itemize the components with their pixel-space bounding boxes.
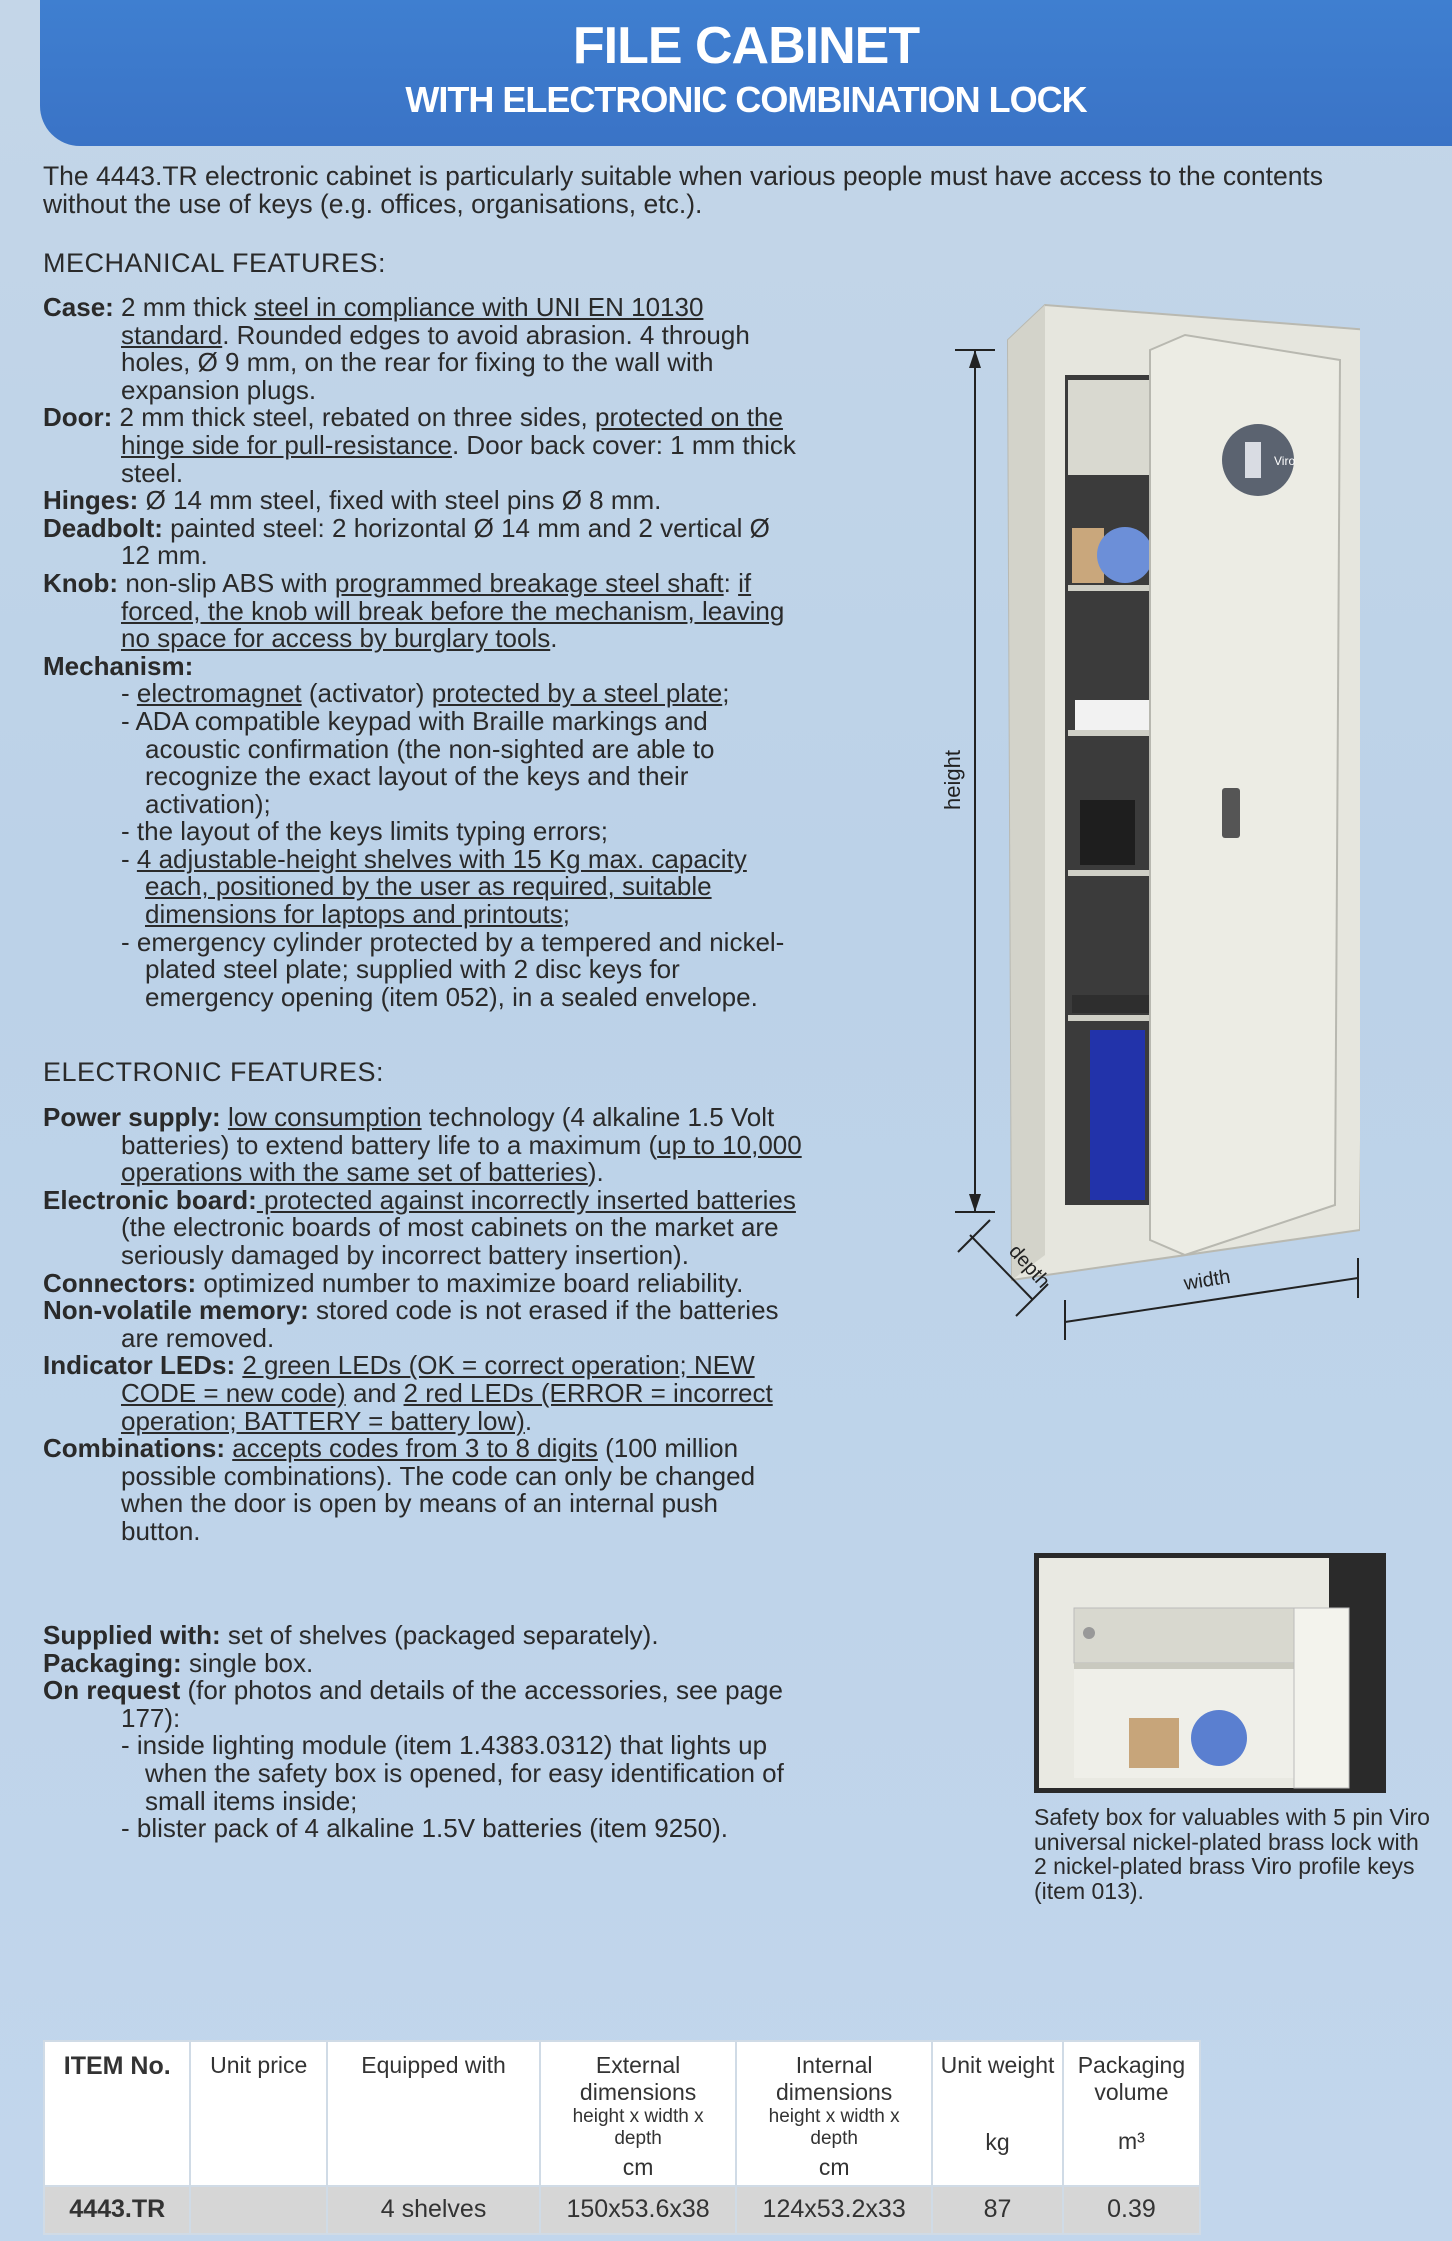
int-sub: height x width x depth: [768, 2106, 900, 2149]
cell-volume: 0.39: [1063, 2186, 1200, 2234]
weight-unit: kg: [985, 2129, 1010, 2155]
mechanism-label: Mechanism:: [43, 650, 194, 681]
knob-text-underlined: programmed breakage steel shaft: [334, 567, 724, 598]
feature-leds: [43, 1352, 803, 1435]
spec-table: [43, 2040, 1201, 2235]
feature-knob: [43, 567, 803, 654]
combinations-label: Combinations:: [43, 1433, 225, 1464]
door-label: Door:: [43, 402, 113, 433]
feature-power: [43, 1104, 803, 1187]
cell-price: [190, 2186, 327, 2234]
mechanical-heading: MECHANICAL FEATURES:: [43, 248, 387, 278]
feature-combinations: [43, 1435, 803, 1545]
power-text: technology (4 alkaline 1.5 Volt batteries) to extend battery life to a maximum (: [121, 1102, 775, 1160]
header-price: Unit price: [190, 2041, 327, 2186]
feature-connectors: [43, 1267, 803, 1298]
header-weight: [932, 2041, 1063, 2186]
m1-underlined-2: protected by a steel plate: [431, 678, 723, 709]
m1-end: ;: [722, 678, 730, 709]
knob-text-c: .: [550, 623, 558, 654]
door-text-b: . Door back cover: 1 mm thick steel.: [121, 429, 796, 488]
mechanism-list: [43, 680, 803, 1011]
supply-info: [43, 1622, 803, 1843]
leds-underlined-2: 2 red LEDs (ERROR = incorrect operation; BATTERY = battery low): [121, 1377, 773, 1436]
table-row: [44, 2186, 1200, 2234]
door-text-a: 2 mm thick steel, rebated on three sides,: [112, 402, 596, 433]
knob-text-b: :: [723, 567, 739, 598]
header-equipped: Equipped with: [327, 2041, 540, 2186]
supplied-label: Supplied with:: [43, 1620, 221, 1650]
width-label: width: [1182, 1265, 1232, 1295]
request-item-1: inside lighting module (item 1.4383.0312) that lights up when the safety box is opened, for easy identification of small items inside;: [136, 1730, 784, 1816]
deadbolt-text: painted steel: 2 horizontal Ø 14 mm and 2 vertical Ø 12 mm.: [121, 512, 770, 571]
on-request: [43, 1677, 803, 1732]
height-label: height: [940, 750, 965, 810]
mechanism-item: [43, 926, 803, 1012]
ext-unit: cm: [622, 2154, 654, 2180]
leds-end: .: [524, 1405, 533, 1436]
case-text-a: 2 mm thick: [113, 292, 254, 322]
volume-title: Packaging volume: [1077, 2052, 1186, 2105]
memory-text: stored code is not erased if the batteries are removed.: [121, 1295, 779, 1353]
m1-underlined: electromagnet: [136, 678, 302, 709]
door-text-underlined: protected on the hinge side for pull-resistance: [121, 402, 783, 460]
combinations-underlined: accepts codes from 3 to 8 digits: [232, 1433, 598, 1464]
feature-mechanism: [43, 650, 803, 681]
feature-board: [43, 1184, 803, 1270]
case-text-underlined: steel in compliance with UNI EN 10130 standard: [121, 292, 704, 350]
knob-text-a: non-slip ABS with: [118, 567, 335, 598]
power-label: Power supply:: [43, 1102, 221, 1132]
m4-end: ;: [562, 899, 570, 930]
electronic-features: [43, 1104, 803, 1546]
header-volume: [1063, 2041, 1200, 2186]
feature-deadbolt: [43, 512, 803, 571]
m1-text: (activator): [301, 678, 432, 709]
m4-underlined: 4 adjustable-height shelves with 15 Kg max. capacity each, positioned by the user as required, suitable dimensions for laptops and printouts: [136, 843, 747, 930]
cabinet-side: [1008, 305, 1045, 1280]
header-int: [736, 2041, 932, 2186]
volume-unit: m³: [1118, 2128, 1145, 2154]
request-label: On request: [43, 1675, 181, 1706]
packaging-text: single box.: [181, 1647, 314, 1678]
mechanical-features: [43, 294, 803, 1011]
electronic-heading: ELECTRONIC FEATURES:: [43, 1057, 385, 1087]
supplied-with: [43, 1622, 803, 1650]
hinges-text: Ø 14 mm steel, fixed with steel pins Ø 8 mm.: [138, 485, 662, 516]
hinges-label: Hinges:: [43, 485, 139, 516]
request-item-2: blister pack of 4 alkaline 1.5V batteries (item 9250).: [136, 1813, 728, 1844]
packaging: [43, 1647, 803, 1678]
case-label: Case:: [43, 292, 114, 322]
header-banner: [40, 0, 1452, 146]
supplied-text: set of shelves (packaged separately).: [220, 1620, 659, 1650]
feature-memory: [43, 1297, 803, 1352]
request-item: [43, 1815, 803, 1843]
depth-label: depth: [1004, 1240, 1055, 1293]
deadbolt-label: Deadbolt:: [43, 512, 163, 543]
header-item: ITEM No.: [44, 2041, 190, 2186]
power-underlined: low consumption: [227, 1102, 422, 1132]
request-item: [43, 1732, 803, 1815]
leds-label: Indicator LEDs:: [43, 1350, 236, 1381]
m5-text: emergency cylinder protected by a tempered and nickel-plated steel plate; supplied with 2 disc keys for emergency opening (item 052), in a sealed envelope.: [136, 926, 785, 1012]
mechanism-item: [43, 843, 803, 930]
power-underlined-2: up to 10,000 operations with the same set of batteries: [121, 1129, 802, 1188]
mechanism-item: [43, 818, 803, 846]
m3-text: the layout of the keys limits typing errors;: [136, 816, 608, 847]
cell-ext: 150x53.6x38: [540, 2186, 736, 2234]
leds-text: and: [345, 1377, 404, 1408]
m2-text: ADA compatible keypad with Braille markings and acoustic confirmation (the non-sighted are able to recognize the exact layout of the keys and their activation);: [135, 705, 715, 819]
intro-line-1: The 4443.TR electronic cabinet is particularly suitable when various people must have access to the contents: [43, 161, 1324, 191]
feature-door: [43, 404, 803, 487]
viro-text: Viro: [1274, 454, 1296, 468]
page-subtitle: WITH ELECTRONIC COMBINATION LOCK: [405, 79, 1087, 120]
mechanism-item: [43, 705, 803, 819]
ext-sub: height x width x depth: [572, 2106, 704, 2149]
cell-item: 4443.TR: [44, 2186, 190, 2234]
photo-caption: Safety box for valuables with 5 pin Viro universal nickel-plated brass lock with 2 nickel-plated brass Viro profile keys (item 013).: [1034, 1804, 1430, 1904]
int-title: Internal dimensions: [775, 2052, 893, 2105]
board-text: (the electronic boards of most cabinets on the market are seriously damaged by incorrect battery insertion).: [121, 1212, 779, 1270]
board-label: Electronic board:: [43, 1184, 257, 1215]
ext-title: External dimensions: [579, 2052, 697, 2105]
safety-box-photo: [1034, 1553, 1386, 1793]
power-end: ).: [587, 1157, 604, 1188]
cell-weight: 87: [932, 2186, 1063, 2234]
header-ext: [540, 2041, 736, 2186]
combinations-text: (100 million possible combinations). The code can only be changed when the door is open by means of an internal push button.: [121, 1433, 756, 1546]
knob-label: Knob:: [43, 567, 119, 598]
mechanism-item: [43, 680, 803, 708]
connectors-label: Connectors:: [43, 1267, 197, 1298]
request-list: [43, 1732, 803, 1842]
keypad-icon: [1222, 788, 1240, 838]
knob-text-underlined-2: if forced, the knob will break before the mechanism, leaving no space for access by burglary tools: [121, 567, 785, 654]
int-unit: cm: [818, 2154, 850, 2180]
intro-text: [43, 162, 1423, 218]
packaging-label: Packaging:: [43, 1647, 182, 1678]
memory-label: Non-volatile memory:: [43, 1295, 309, 1326]
leds-underlined: 2 green LEDs (OK = correct operation; NEW CODE = new code): [121, 1350, 755, 1408]
cabinet-illustration: [940, 300, 1360, 1340]
connectors-text: optimized number to maximize board reliability.: [196, 1267, 744, 1298]
request-text: (for photos and details of the accessories, see page 177):: [121, 1675, 783, 1733]
table-header-row: [44, 2041, 1200, 2186]
cell-equipped: 4 shelves: [327, 2186, 540, 2234]
page-title: FILE CABINET: [572, 17, 920, 75]
intro-line-2: without the use of keys (e.g. offices, organisations, etc.).: [43, 189, 703, 219]
case-text-b: . Rounded edges to avoid abrasion. 4 through holes, Ø 9 mm, on the rear for fixing to the wall with expansion plugs.: [121, 319, 750, 405]
board-underlined: protected against incorrectly inserted batteries: [256, 1184, 796, 1215]
feature-case: [43, 294, 803, 404]
weight-title: Unit weight: [940, 2052, 1055, 2078]
feature-hinges: [43, 487, 803, 515]
cell-int: 124x53.2x33: [736, 2186, 932, 2234]
